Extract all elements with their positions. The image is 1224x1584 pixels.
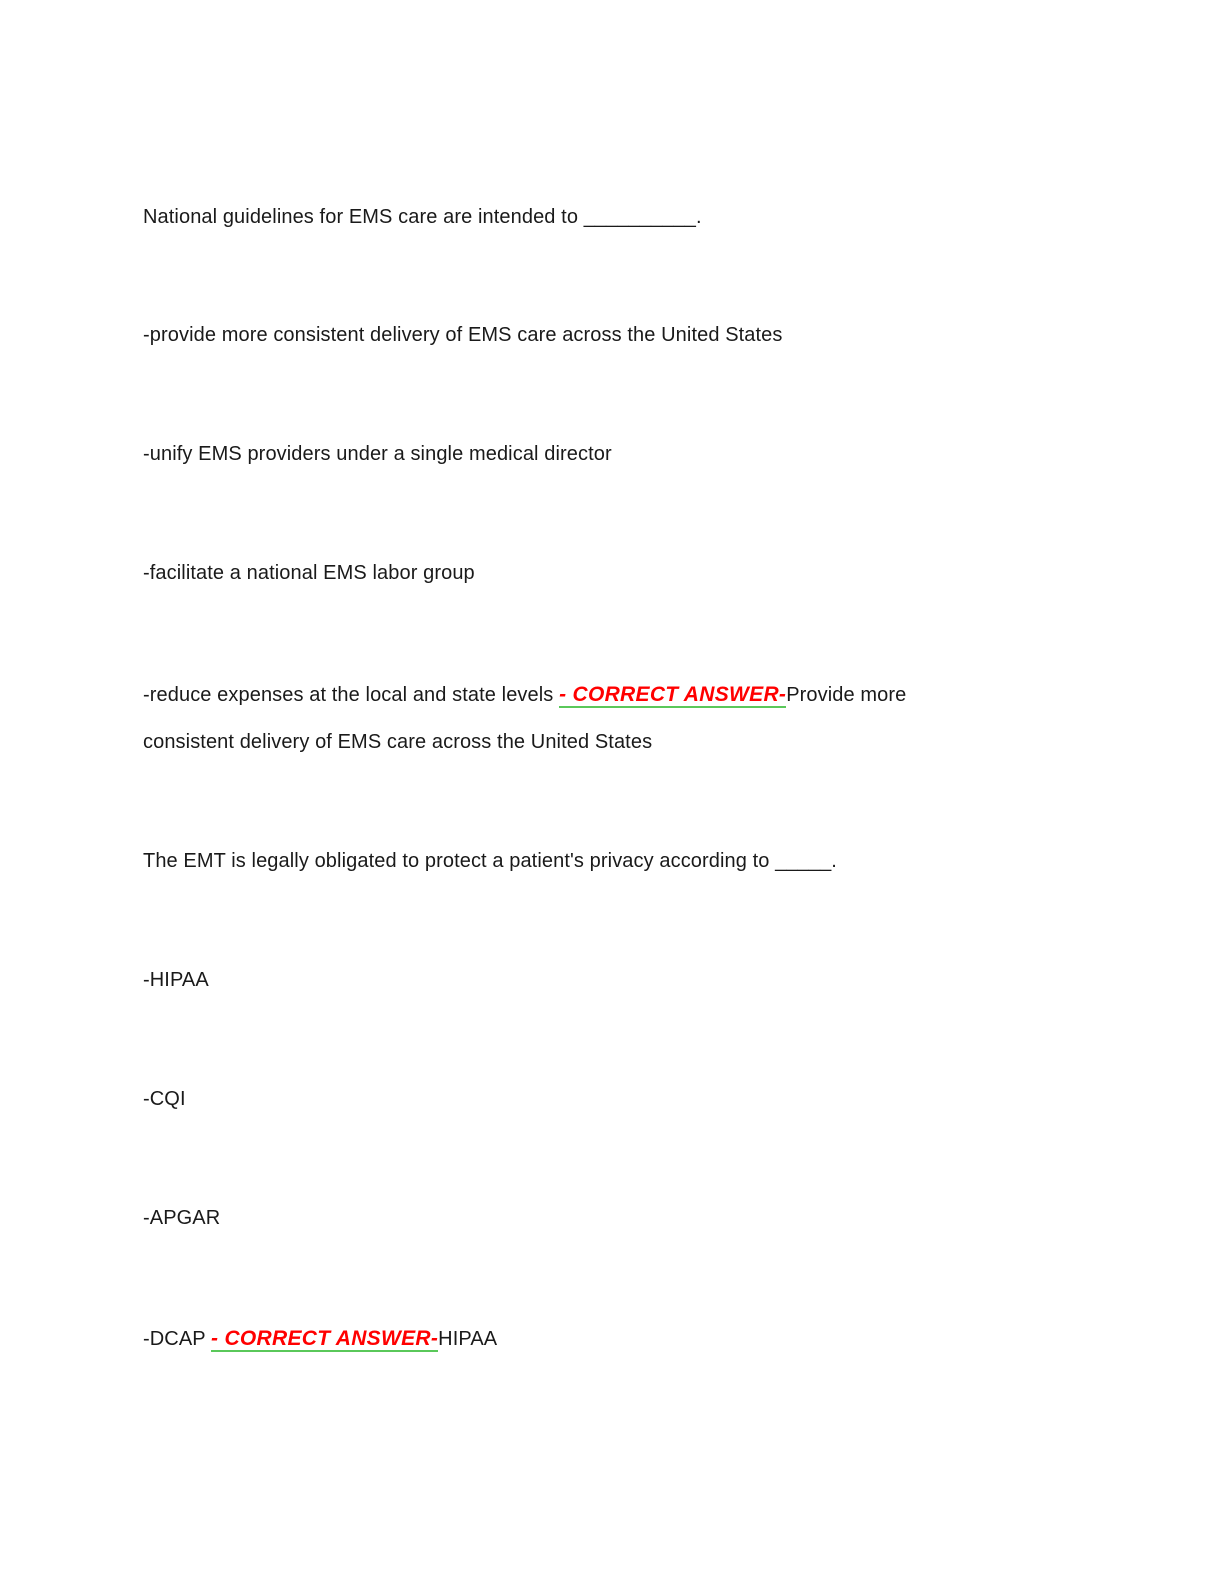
question-1-prompt: National guidelines for EMS care are intended to __________.	[143, 206, 702, 228]
correct-answer-marker: - CORRECT ANSWER-	[559, 683, 787, 706]
question-2-option-d-with-answer	[143, 1327, 497, 1351]
question-2-answer: HIPAA	[438, 1328, 498, 1350]
question-2-option-c: -APGAR	[143, 1207, 221, 1229]
correct-answer-marker: - CORRECT ANSWER-	[211, 1327, 439, 1350]
question-1-answer-continuation: consistent delivery of EMS care across the United States	[143, 731, 653, 753]
question-1-option-d: -reduce expenses at the local and state levels	[143, 684, 560, 706]
question-1-option-d-with-answer	[143, 683, 906, 707]
question-1-option-b: -unify EMS providers under a single medical director	[143, 443, 612, 465]
question-1-answer-start: Provide more	[786, 684, 907, 706]
question-2-option-b: -CQI	[143, 1088, 186, 1110]
question-2-option-a: -HIPAA	[143, 969, 209, 991]
question-1-option-c: -facilitate a national EMS labor group	[143, 562, 475, 584]
question-2-option-d: -DCAP	[143, 1328, 212, 1350]
question-1-option-a: -provide more consistent delivery of EMS care across the United States	[143, 324, 783, 346]
question-2-prompt: The EMT is legally obligated to protect a patient's privacy according to _____.	[143, 850, 837, 872]
